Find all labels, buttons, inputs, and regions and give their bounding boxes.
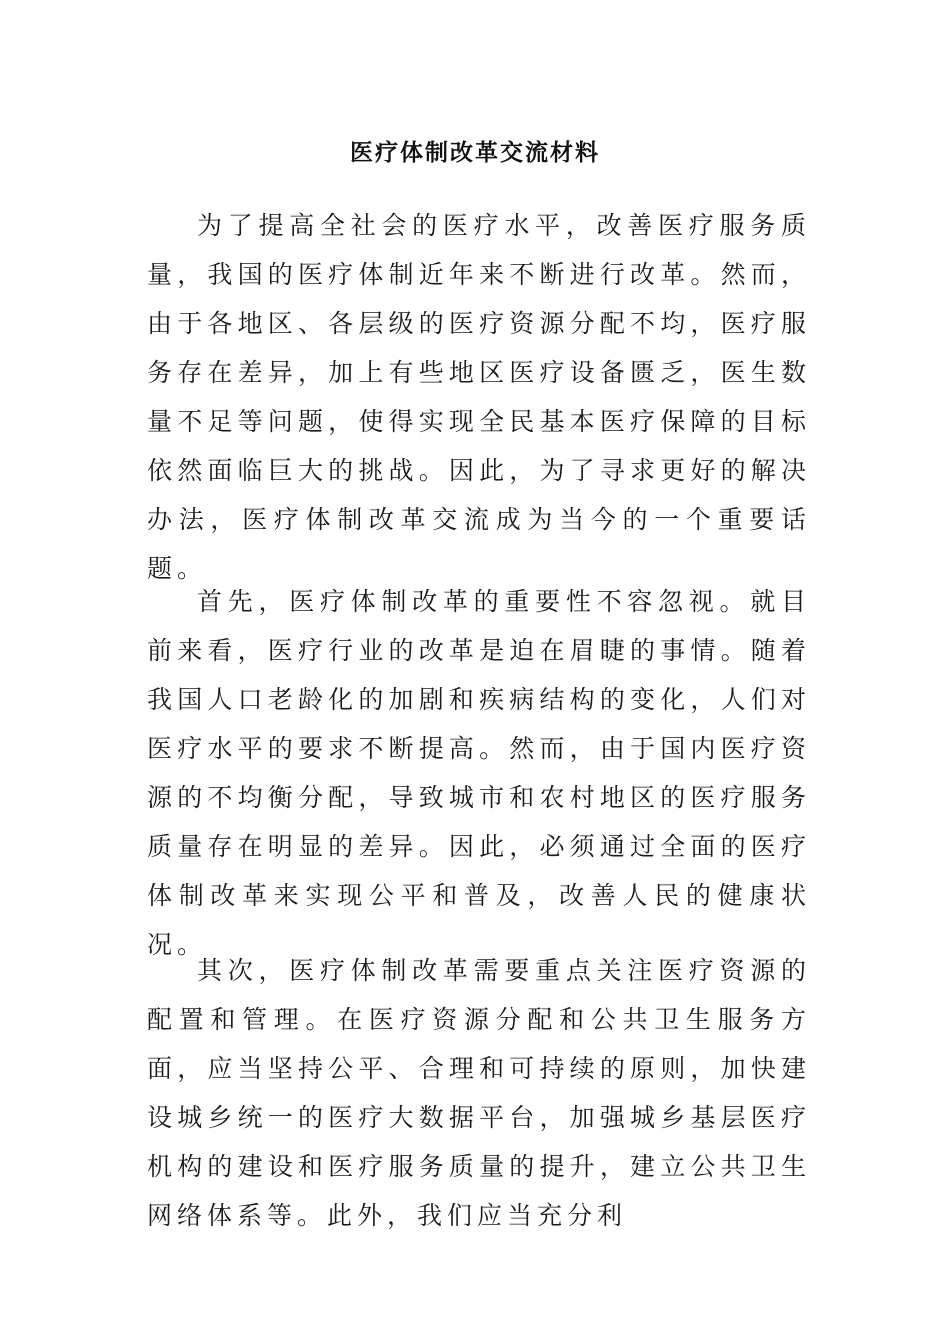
paragraph-first-point: 首先，医疗体制改革的重要性不容忽视。就目前来看，医疗行业的改革是迫在眉睫的事情。随着我国人口老龄化的加剧和疾病结构的变化，人们对医疗水平的要求不断提高。然而，由于国内医疗资源的不均衡分配，导致城市和农村地区的医疗服务质量存在明显的差异。因此，必须通过全面的医疗体制改革来实现公平和普及，改善人民的健康状况。 <box>147 587 811 959</box>
paragraph-intro: 为了提高全社会的医疗水平，改善医疗服务质量，我国的医疗体制近年来不断进行改革。然而，由于各地区、各层级的医疗资源分配不均，医疗服务存在差异，加上有些地区医疗设备匮乏，医生数量不足等问题，使得实现全民基本医疗保障的目标依然面临巨大的挑战。因此，为了寻求更好的解决办法，医疗体制改革交流成为当今的一个重要话题。 <box>147 211 811 583</box>
paragraph-second-point: 其次，医疗体制改革需要重点关注医疗资源的配置和管理。在医疗资源分配和公共卫生服务方面，应当坚持公平、合理和可持续的原则，加快建设城乡统一的医疗大数据平台，加强城乡基层医疗机构的建设和医疗服务质量的提升，建立公共卫生网络体系等。此外，我们应当充分利 <box>147 956 811 1230</box>
document-title: 医疗体制改革交流材料 <box>350 139 600 166</box>
